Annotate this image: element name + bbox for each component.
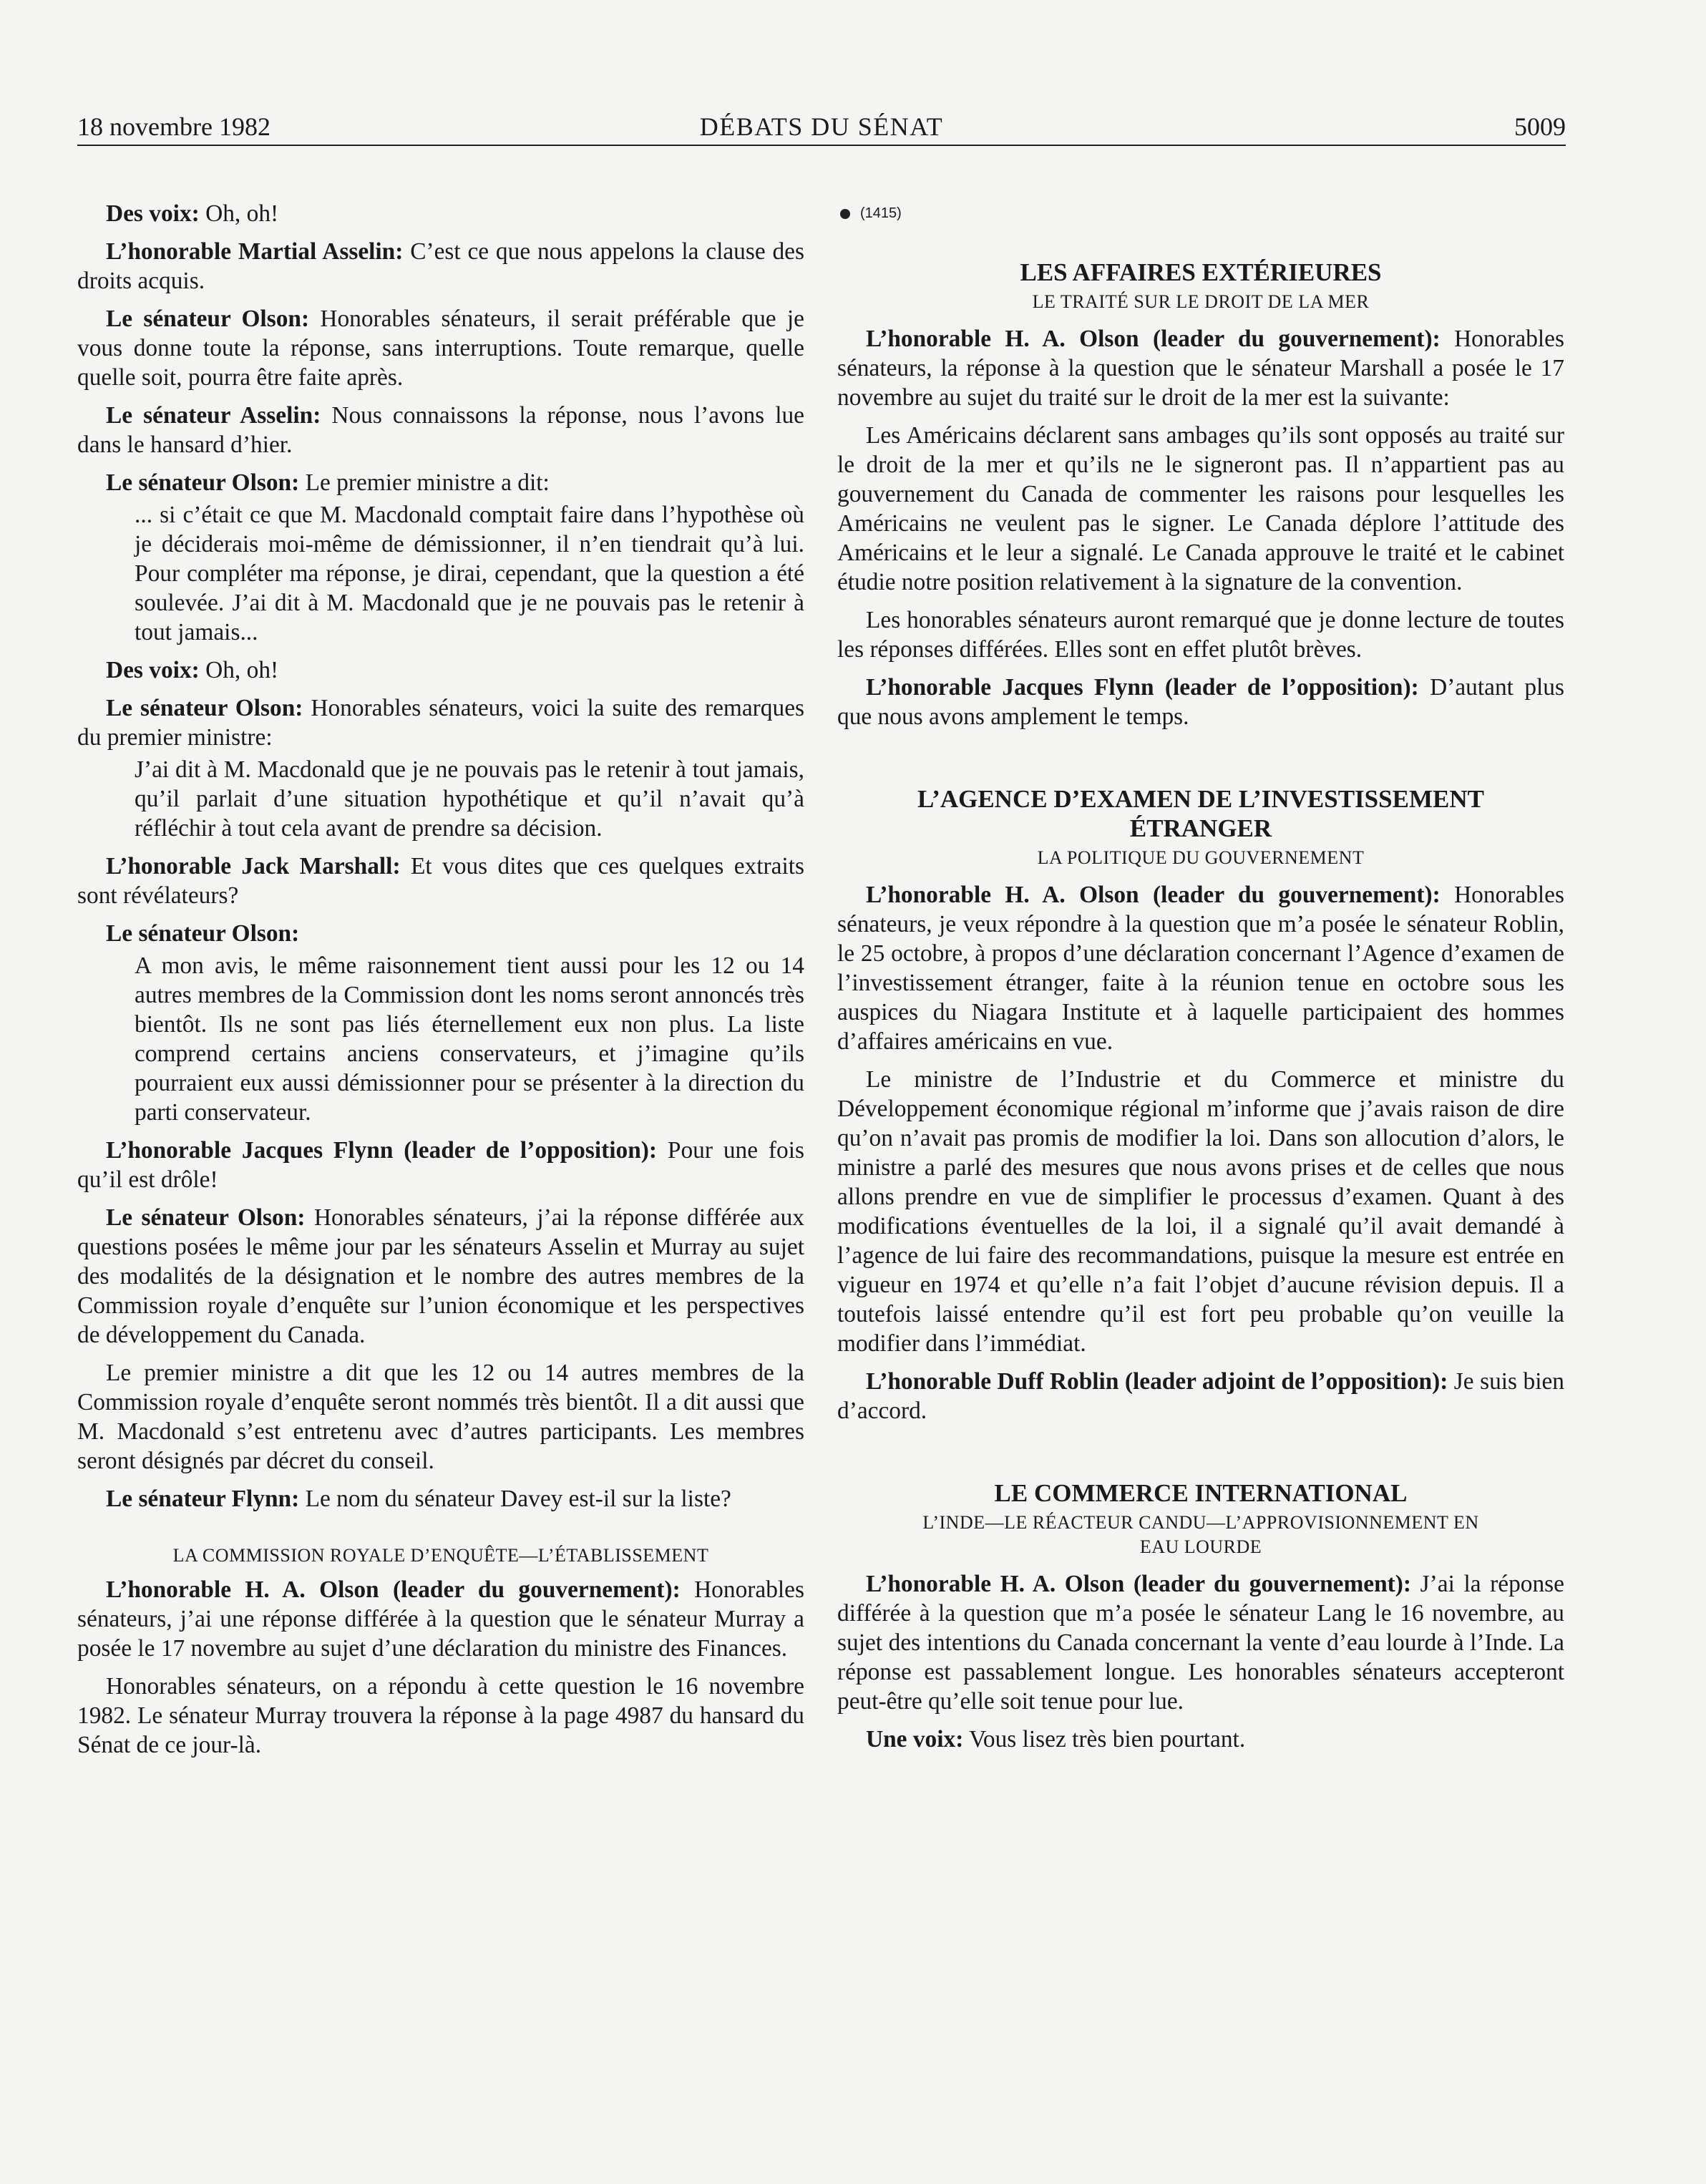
header-date: 18 novembre 1982 (77, 112, 270, 141)
paragraph (837, 1725, 1564, 1754)
paragraph: Les honorables sénateurs auront remarqué que je donne lecture de toutes les réponses différées. Elles sont en effet plutôt brèves. (837, 607, 1564, 663)
speaker: Le sénateur Olson: (106, 469, 300, 496)
speaker: Le sénateur Olson: (106, 1204, 306, 1231)
paragraph (837, 324, 1564, 412)
block-quote: A mon avis, le même raisonnement tient aussi pour les 12 ou 14 autres membres de la Commission dont les noms seront annoncés très bientôt. Ils ne sont pas liés éternellement eux non plus. La liste comprend certains anciens conservateurs, et j’imagine qu’ils pourraient eux aussi démissionner pour se présenter à la direction du parti conservateur. (135, 952, 804, 1126)
paragraph (77, 852, 804, 910)
speaker: L’honorable H. A. Olson (leader du gouvernement): (866, 326, 1441, 352)
running-head (77, 109, 1566, 146)
section-subheading: LE TRAITÉ SUR LE DROIT DE LA MER (1032, 291, 1370, 312)
speech: Le premier ministre a dit: (299, 469, 550, 496)
paragraph (77, 199, 804, 228)
paragraph (77, 401, 804, 459)
section-heading: LE COMMERCE INTERNATIONAL (994, 1479, 1408, 1507)
paragraph (77, 1575, 804, 1663)
speaker: Le sénateur Flynn: (106, 1486, 300, 1512)
speaker: L’honorable Jacques Flynn (leader de l’opposition): (866, 674, 1419, 701)
speaker: Une voix: (866, 1726, 964, 1752)
speech: Le nom du sénateur Davey est-il sur la liste? (299, 1486, 731, 1512)
paragraph (77, 1136, 804, 1194)
paragraph (77, 1203, 804, 1350)
paragraph (837, 673, 1564, 731)
speech: C’est ce que nous appelons la clause des droits acquis. (77, 238, 804, 294)
header-title: DÉBATS DU SÉNAT (699, 112, 944, 141)
paragraph: Les Américains déclarent sans ambages qu’ils sont opposés au traité sur le droit de la mer et qu’ils ne le signeront pas. Il n’appartient pas au gouvernement du Canada de commenter les raisons pour lesquelles les Américains ne veulent pas le signer. Le Canada déplore l’attitude des Américains et le leur a signalé. Le Canada approuve le traité et le cabinet étudie notre position relativement à la signature de la convention. (837, 422, 1564, 595)
speech: D’autant plus que nous avons amplement le temps. (837, 674, 1564, 730)
paragraph (77, 468, 804, 497)
paragraph (77, 919, 804, 948)
time-marker (840, 199, 1564, 228)
speech: Oh, oh! (199, 200, 279, 227)
speaker: L’honorable H. A. Olson (leader du gouvernement): (866, 1571, 1412, 1597)
paragraph: Honorables sénateurs, on a répondu à cette question le 16 novembre 1982. Le sénateur Murray trouvera la réponse à la page 4987 du hansard du Sénat de ce jour-là. (77, 1673, 804, 1758)
speech: Nous connaissons la réponse, nous l’avons lue dans le hansard d’hier. (77, 402, 805, 458)
subheading-line: L’INDE—LE RÉACTEUR CANDU—L’APPROVISIONNEMENT EN (922, 1512, 1479, 1533)
subheading-line: EAU LOURDE (1139, 1536, 1262, 1557)
speaker: L’honorable Duff Roblin (leader adjoint de l’opposition): (866, 1368, 1448, 1395)
heading-line: L’AGENCE D’EXAMEN DE L’INVESTISSEMENT (917, 785, 1484, 813)
paragraph (837, 1569, 1564, 1716)
paragraph (837, 880, 1564, 1056)
heading-line: ÉTRANGER (1129, 814, 1272, 842)
speech: Honorables sénateurs, j’ai la réponse différée aux questions posées le même jour par les sénateurs Asselin et Murray au sujet des modalités de la désignation et le nombre des autres membres de la Commission royale d’enquête sur l’union économique et les perspectives de développement du Canada. (77, 1204, 804, 1348)
speech: Honorables sénateurs, la réponse à la question que le sénateur Marshall a posée le 17 novembre au sujet du traité sur le droit de la mer est la suivante: (837, 326, 1564, 411)
paragraph (77, 693, 804, 752)
speech: Honorables sénateurs, j’ai une réponse différée à la question que le sénateur Murray a posée le 17 novembre au sujet d’une déclaration du ministre des Finances. (77, 1576, 804, 1662)
section-subheading: LA POLITIQUE DU GOUVERNEMENT (1037, 847, 1365, 868)
speaker: L’honorable Jack Marshall: (106, 853, 401, 879)
left-column (77, 199, 804, 1768)
speech: Vous lisez très bien pourtant. (963, 1726, 1246, 1752)
speech: J’ai la réponse différée à la question que m’a posée le sénateur Lang le 16 novembre, au sujet des intentions du Canada concernant la vente d’eau lourde à l’Inde. La réponse est passablement longue. Les honorables sénateurs accepteront peut-être qu’elle soit tenue pour lue. (837, 1571, 1564, 1715)
speaker: L’honorable H. A. Olson (leader du gouvernement): (866, 882, 1441, 908)
paragraph (837, 1367, 1564, 1425)
speaker: L’honorable Martial Asselin: (106, 238, 404, 265)
paragraph (77, 237, 804, 296)
section-subheading (837, 1511, 1564, 1559)
speaker: Le sénateur Olson: (106, 306, 310, 332)
speaker: Le sénateur Olson: (106, 920, 300, 947)
paragraph: Le premier ministre a dit que les 12 ou 14 autres membres de la Commission royale d’enquête seront nommés très bientôt. Il a dit aussi que M. Macdonald s’est entretenu avec d’autres participants. Les membres seront désignés par décret du conseil. (77, 1360, 804, 1474)
speech: Oh, oh! (199, 657, 279, 683)
speech: Honorables sénateurs, voici la suite des remarques du premier ministre: (77, 695, 805, 751)
speaker: Des voix: (106, 200, 200, 227)
speaker: L’honorable Jacques Flynn (leader de l’opposition): (106, 1137, 658, 1164)
right-column (837, 199, 1564, 1763)
speaker: Le sénateur Asselin: (106, 402, 321, 429)
paragraph (77, 1484, 804, 1513)
speech: Je suis bien d’accord. (837, 1368, 1564, 1424)
section-heading (837, 784, 1564, 843)
speech: Et vous dites que ces quelques extraits sont révélateurs? (77, 853, 804, 909)
block-quote: ... si c’était ce que M. Macdonald comptait faire dans l’hypothèse où je déciderais moi-même de démissionner, il n’en tiendrait qu’à lui. Pour compléter ma réponse, je dirai, cependant, que la question a été soulevée. J’ai dit à M. Macdonald que je ne pouvais pas le retenir à tout jamais... (135, 502, 804, 645)
section-heading: LES AFFAIRES EXTÉRIEURES (1020, 258, 1382, 286)
speaker: Des voix: (106, 657, 200, 683)
speaker: Le sénateur Olson: (106, 695, 303, 721)
paragraph: Le ministre de l’Industrie et du Commerce et ministre du Développement économique régional m’informe que j’avais raison de dire qu’on n’avait pas promis de modifier la loi. Dans son allocution d’alors, le ministre a parlé des mesures que nous avons prises et de celles que nous allons prendre en vue de simplifier le processus d’examen. Quant à des modifications éventuelles de la loi, il a signalé qu’il avait demandé à l’agence de lui faire des recommandations, puisque la mesure est entrée en vigueur en 1974 et qu’elle n’a fait l’objet d’aucune révision depuis. Il a toutefois laissé entendre qu’il est fort peu probable qu’on veuille la modifier dans l’immédiat. (837, 1066, 1564, 1357)
speaker: L’honorable H. A. Olson (leader du gouvernement): (106, 1576, 681, 1603)
time-marker-label: (1415) (860, 205, 902, 221)
bullet-icon (840, 209, 850, 219)
paragraph (77, 655, 804, 685)
paragraph (77, 304, 804, 392)
speech: Honorables sénateurs, je veux répondre à la question que m’a posée le sénateur Roblin, le 25 octobre, à propos d’une déclaration concernant l’Agence d’examen de l’investissement étranger, faite à la réunion tenue en octobre sous les auspices du Niagara Institute et à laquelle participaient des hommes d’affaires américains en vue. (837, 882, 1564, 1055)
speech: Honorables sénateurs, il serait préférable que je vous donne toute la réponse, sans interruptions. Toute remarque, quelle quelle soit, pourra être faite après. (77, 306, 804, 391)
section-subheading: LA COMMISSION ROYALE D’ENQUÊTE—L’ÉTABLISSEMENT (172, 1545, 709, 1566)
page-number: 5009 (1514, 112, 1566, 141)
speech: Pour une fois qu’il est drôle! (77, 1137, 804, 1193)
block-quote: J’ai dit à M. Macdonald que je ne pouvais pas le retenir à tout jamais, qu’il parlait d’une situation hypothétique et qu’il n’avait qu’à réfléchir à tout cela avant de prendre sa décision. (135, 756, 804, 842)
